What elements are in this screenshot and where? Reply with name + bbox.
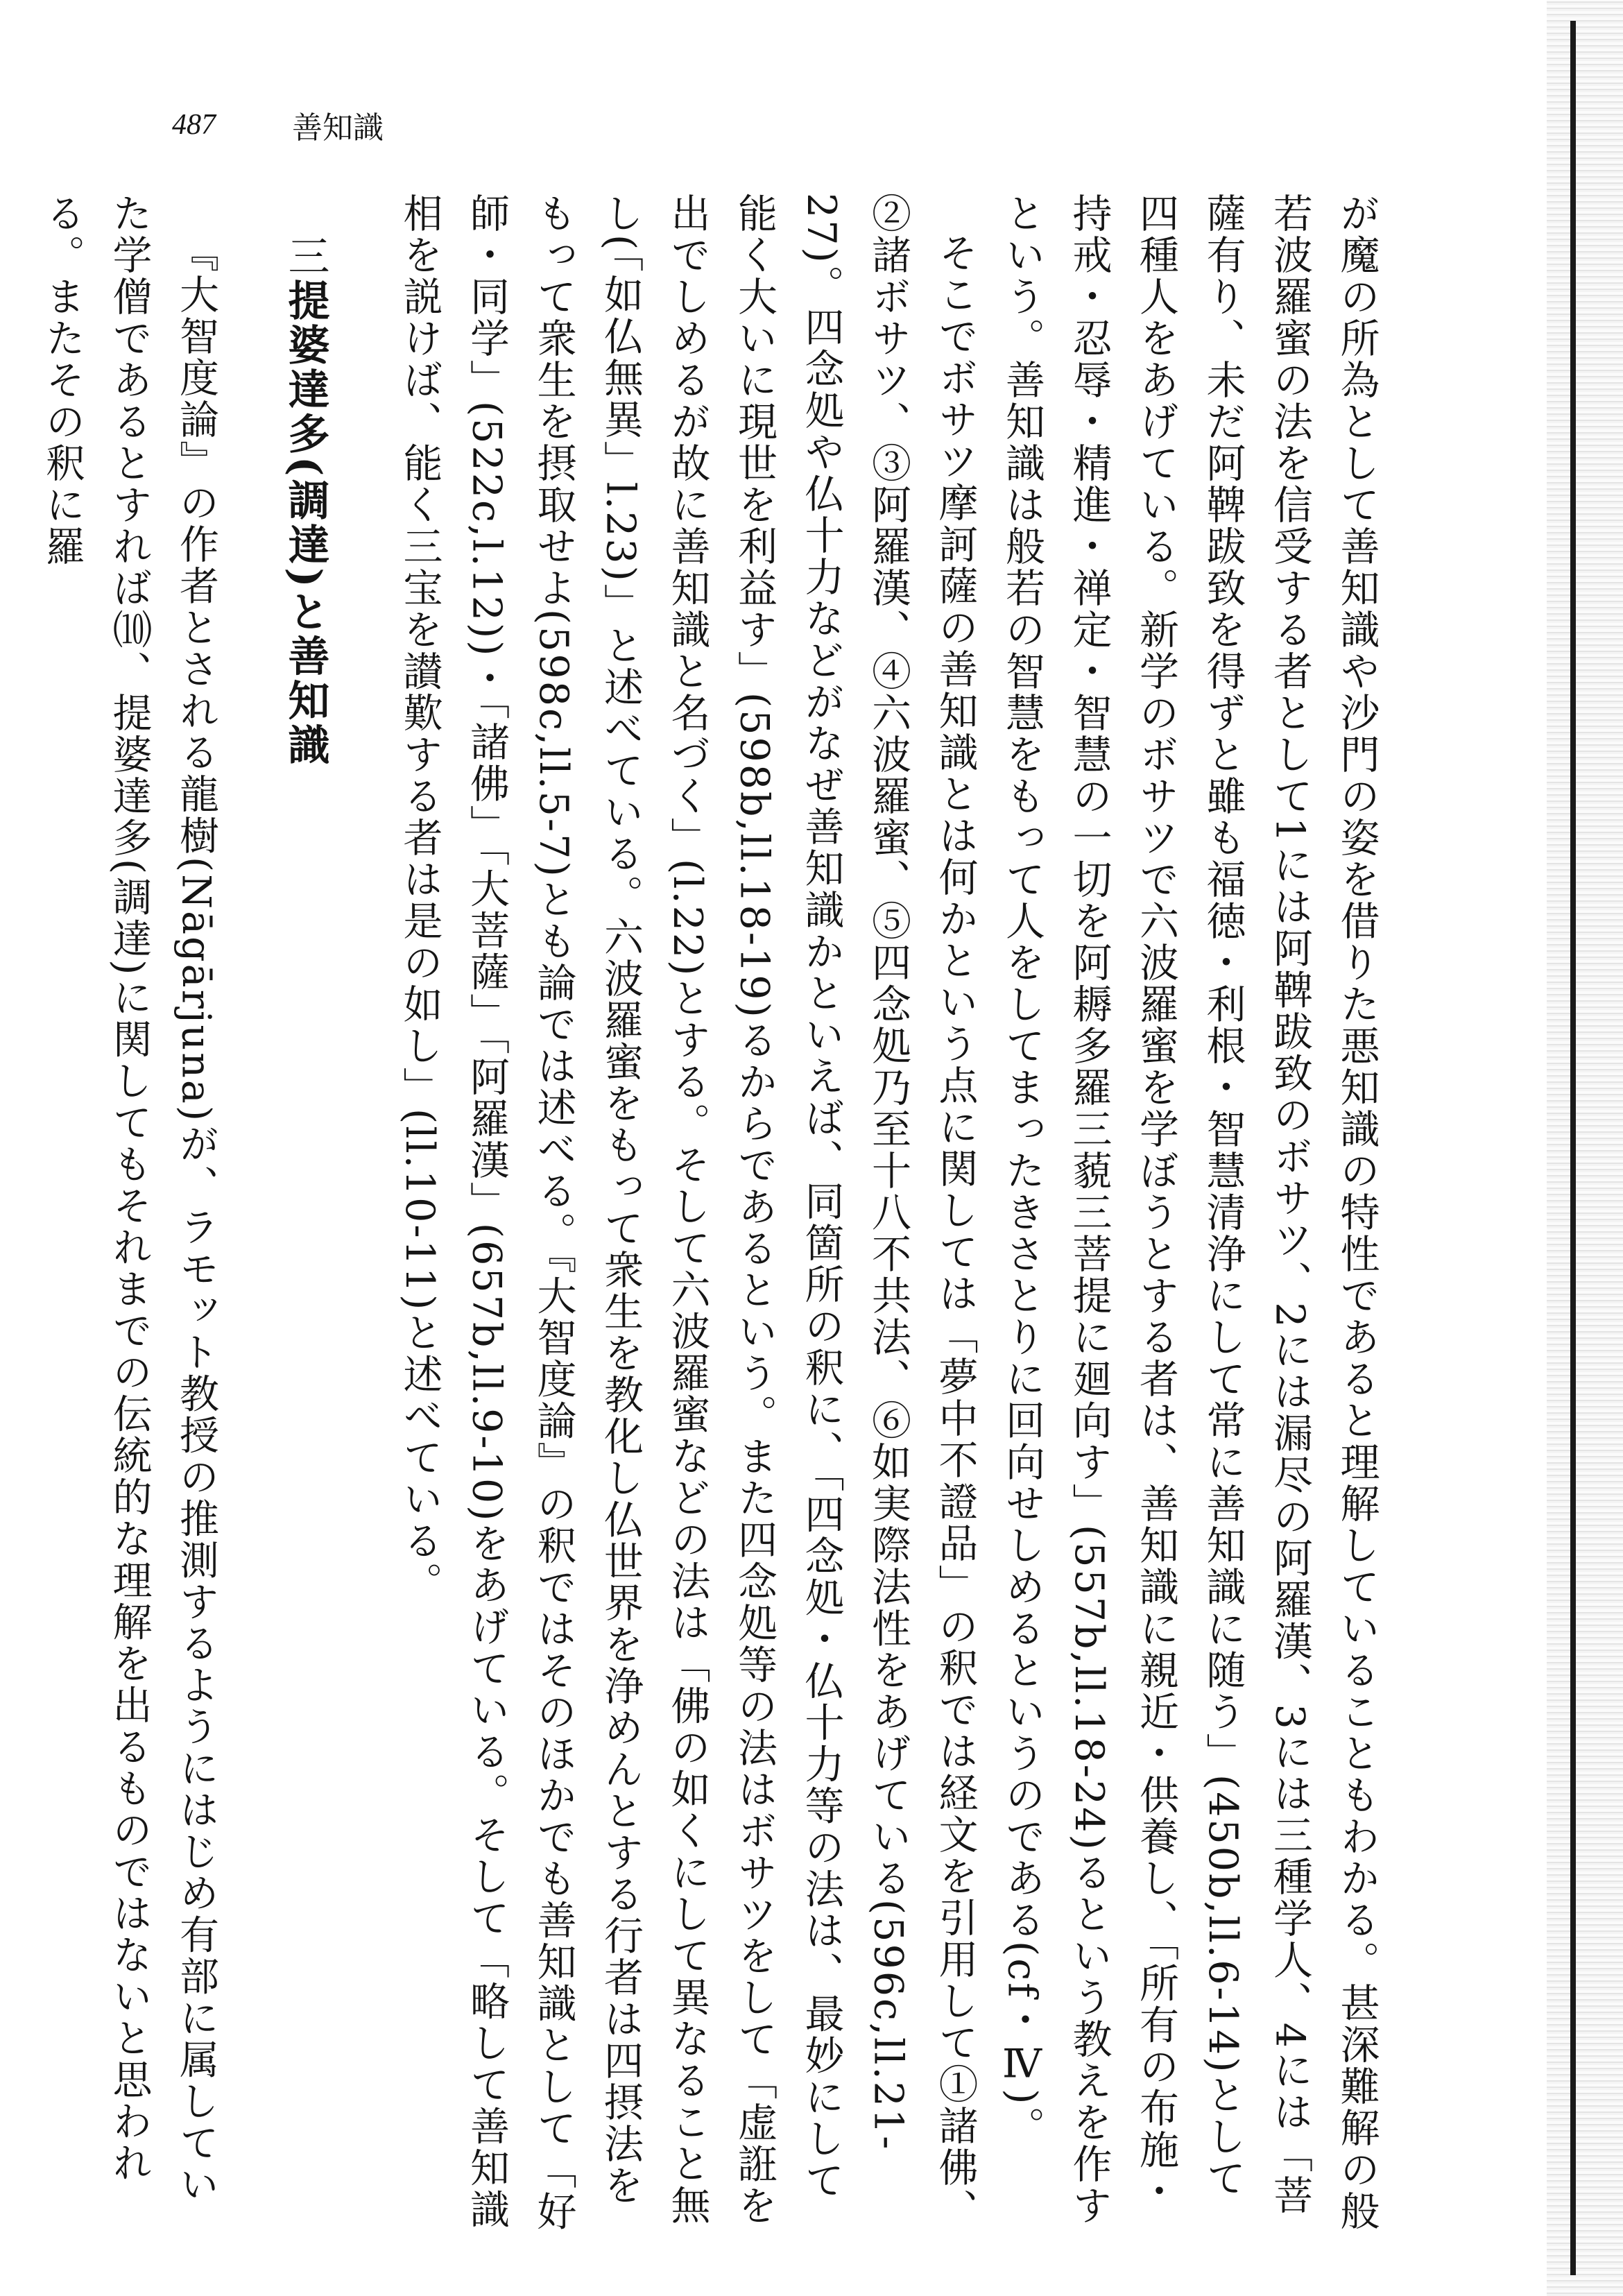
paragraph-3 [28,193,230,2239]
scan-edge-shadow [1547,0,1623,2296]
paragraph-3-text-before-note: 『大智度論』の作者とされる龍樹(Nāgārjuna)が、ラモット教授の推測するようにはじめ有部に属していた学僧であるとすれば [106,193,219,2206]
footnote-marker: ⑽ [106,609,152,651]
section-number: 三 [281,234,330,279]
body-text [39,193,1390,2239]
header-title: 善知識 [292,110,384,146]
paragraph-3-text-after-note: 、提婆達多(調達)に関してもそれまでの伝統的な理解を出るものではないと思われる。またその釈に羅 [39,193,152,2184]
section-heading [230,193,386,2239]
binding-line [1570,21,1576,2275]
paragraph-1: が魔の所為として善知識や沙門の姿を借りた悪知識の特性であると理解していることもわかる。甚深難解の般若波羅蜜の法を信受する者として1には阿鞞跋致のボサツ、2には漏尽の阿羅漢、3には三種学人、4には「菩薩有り、未だ阿鞞跋致を得ずと雖も福徳・利根・智慧清浄にして常に善知識に随う」(450b,ll.6-14)として四種人をあげている。新学のボサツで六波羅蜜を学ぼうとする者は、善知識に親近・供養し、「所有の布施・持戒・忍辱・精進・禅定・智慧の一切を阿耨多羅三藐三菩提に廻向す」(557b,ll.18-24)るという教えを作すという。善知識は般若の智慧をもって人をしてまったきさとりに回向せしめるというのである(cf・Ⅳ)。 [999,193,1380,2232]
section-title: 提婆達多(調達)と善知識 [281,279,330,768]
running-head [172,104,384,146]
paragraph-2: そこでボサツ摩訶薩の善知識とは何かという点に関しては「夢中不證品」の釈では経文を引用して①諸佛、②諸ボサツ、③阿羅漢、④六波羅蜜、⑤四念処乃至十八不共法、⑥如実際法性をあげている(596c,ll.21-27)。四念処や仏十力などがなぜ善知識かといえば、同箇所の釈に、「四念処・仏十力等の法は、最妙にして能く大いに現世を利益す」(598b,ll.18-19)るからであるという。また四念処等の法はボサツをして「虚誑を出でしめるが故に善知識と名づく」(l.22)とする。そして六波羅蜜などの法は「佛の如くにして異なること無し(「如仏無異」l.23)」と述べている。六波羅蜜をもって衆生を教化し仏世界を浄めんとする行者は四摂法をもって衆生を摂取せよ(598c,ll.5-7)とも論では述べる。『大智度論』の釈ではそのほかでも善知識として「好師・同学」(522c,l.12))・「諸佛」「大菩薩」「阿羅漢」(657b,ll.9-10)をあげている。そして「略して善知識相を説けば、能く三宝を讃歎する者は是の如し」(ll.10-11)と述べている。 [397,193,978,2233]
page-number: 487 [172,109,216,141]
